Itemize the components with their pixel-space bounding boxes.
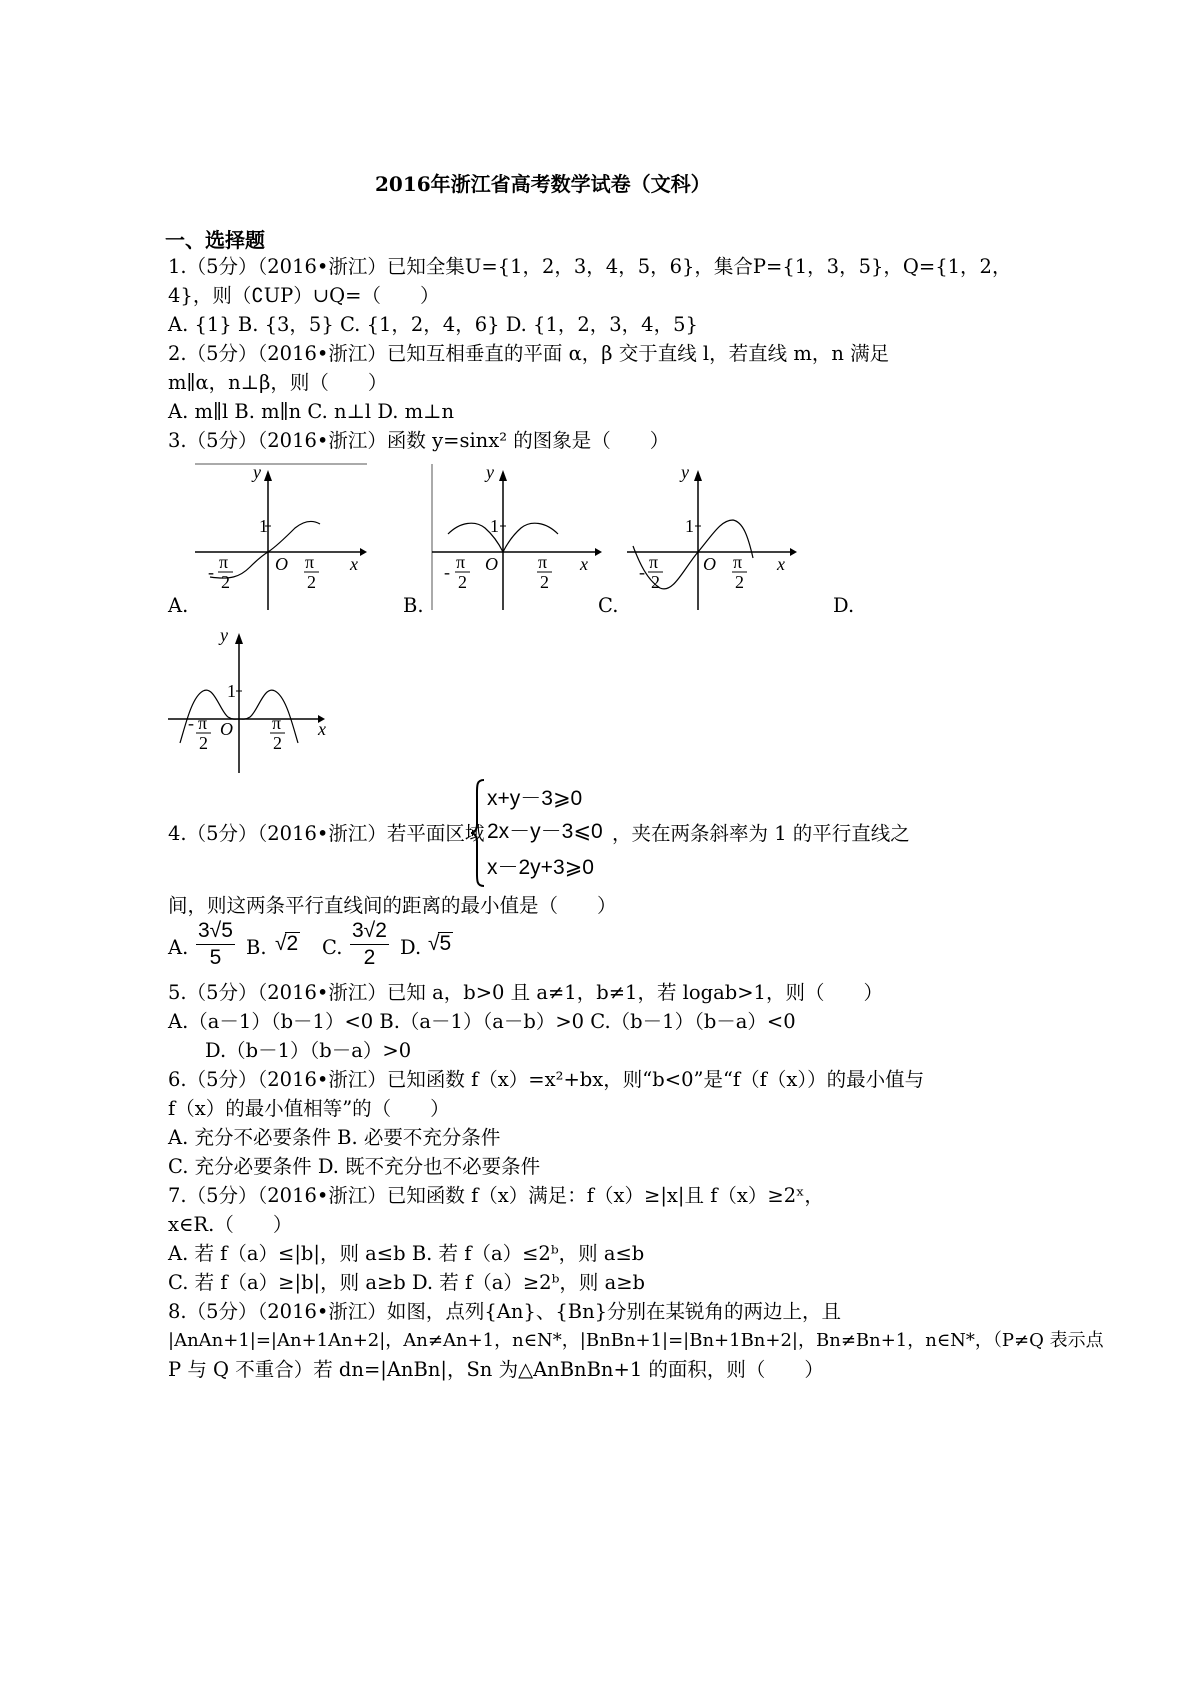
q2-stem-line2: m∥α，n⊥β，则（ ） (168, 371, 388, 394)
two-label: 2 (540, 572, 549, 592)
label-option-c: C. (598, 594, 619, 617)
minus-sign: - (188, 713, 194, 733)
q4-stem-line2: 间，则这两条平行直线间的距离的最小值是（ ） (168, 894, 617, 917)
q6-options-line1: A. 充分不必要条件 B. 必要不充分条件 (168, 1126, 501, 1149)
pi-label: π (538, 552, 548, 572)
two-label: 2 (307, 572, 316, 592)
q1-stem-line1: 1.（5分）（2016•浙江）已知全集U={1，2，3，4，5，6}，集合P={1，3，5}，Q={1，2， (168, 255, 1012, 278)
origin-label: O (485, 554, 498, 574)
radicand: 2 (286, 932, 299, 955)
q4-option-d-root: √5 (428, 932, 452, 955)
section-heading: 一、选择题 (165, 228, 265, 252)
q4-option-b-root: √2 (275, 932, 299, 955)
q5-stem: 5.（5分）（2016•浙江）已知 a，b>0 且 a≠1，b≠1，若 logab>1，则（ ） (168, 981, 883, 1004)
q2-options: A. m∥l B. m∥n C. n⊥l D. m⊥n (168, 400, 455, 423)
one-label: 1 (259, 516, 268, 536)
x-label: x (350, 554, 358, 574)
q7-options-line1: A. 若 f（a）≤|b|，则 a≤b B. 若 f（a）≤2ᵇ，则 a≤b (168, 1242, 645, 1265)
origin-label: O (220, 719, 233, 739)
numerator: 3√5 (196, 918, 235, 945)
graph-option-a (195, 462, 370, 612)
q4-stem-prefix: 4.（5分）（2016•浙江）若平面区域 (168, 822, 485, 845)
graph-option-b (430, 462, 605, 612)
pi-label: π (305, 552, 315, 572)
label-option-a: A. (168, 594, 189, 617)
q6-stem-line2: f（x）的最小值相等”的（ ） (168, 1097, 450, 1120)
q2-stem-line1: 2.（5分）（2016•浙江）已知互相垂直的平面 α，β 交于直线 l，若直线 m，n 满足 (168, 342, 890, 365)
minus-sign: - (444, 562, 450, 582)
origin-label: O (275, 554, 288, 574)
q6-options-line2: C. 充分必要条件 D. 既不充分也不必要条件 (168, 1155, 541, 1178)
pi-label: π (456, 552, 466, 572)
one-label: 1 (490, 516, 499, 536)
pi-label: π (733, 552, 743, 572)
q5-options-line2: D.（b－1）（b－a）>0 (205, 1039, 412, 1062)
pi-label: π (649, 552, 659, 572)
page-title: 2016年浙江省高考数学试卷（文科） (375, 172, 711, 196)
denominator: 2 (363, 946, 376, 969)
one-label: 1 (227, 681, 236, 701)
q8-stem-line3: P 与 Q 不重合）若 dn=|AnBn|，Sn 为△AnBnBn+1 的面积，则（ ） (168, 1358, 824, 1381)
q4-stem-suffix: ，夹在两条斜率为 1 的平行直线之 (612, 822, 910, 845)
x-label: x (580, 554, 588, 574)
two-label: 2 (458, 572, 467, 592)
two-label: 2 (651, 572, 660, 592)
x-label: x (318, 719, 326, 739)
two-label: 2 (273, 733, 282, 753)
minus-sign: - (208, 562, 214, 582)
one-label: 1 (685, 516, 694, 536)
graph-option-c (625, 462, 805, 612)
q4-inequality-1: x+y－3⩾0 (487, 787, 583, 810)
y-label: y (681, 462, 689, 482)
q7-options-line2: C. 若 f（a）≥|b|，则 a≥b D. 若 f（a）≥2ᵇ，则 a≥b (168, 1271, 646, 1294)
q4-inequality-3: x－2y+3⩾0 (487, 856, 594, 879)
x-label: x (777, 554, 785, 574)
q8-stem-line1: 8.（5分）（2016•浙江）如图，点列{An}、{Bn}分别在某锐角的两边上，且 (168, 1300, 842, 1323)
q4-option-d-label: D. (400, 936, 422, 959)
origin-label: O (703, 554, 716, 574)
radicand: 5 (439, 932, 452, 955)
y-label: y (486, 462, 494, 482)
y-label: y (253, 462, 261, 482)
q1-options: A. {1} B. {3，5} C. {1，2，4，6} D. {1，2，3，4，5} (168, 313, 698, 336)
graph-option-d (168, 625, 343, 775)
q4-option-c-fraction (350, 918, 389, 971)
q3-stem: 3.（5分）（2016•浙江）函数 y=sinx² 的图象是（ ） (168, 429, 670, 452)
minus-sign: - (639, 562, 645, 582)
q7-stem-line2: x∈R.（ ） (168, 1213, 293, 1236)
q7-stem-line1: 7.（5分）（2016•浙江）已知函数 f（x）满足：f（x）≥|x|且 f（x）≥2ˣ， (168, 1184, 824, 1207)
q5-options-line1: A.（a－1）（b－1）<0 B.（a－1）（a－b）>0 C.（b－1）（b－a）<0 (168, 1010, 796, 1033)
label-option-d: D. (833, 594, 855, 617)
q4-option-b-label: B. (246, 936, 267, 959)
q4-inequality-2: 2x－y－3⩽0 (487, 820, 603, 843)
pi-label: π (272, 713, 282, 733)
brace-icon (470, 778, 486, 888)
q6-stem-line1: 6.（5分）（2016•浙江）已知函数 f（x）=x²+bx，则“b<0”是“f（f（x））的最小值与 (168, 1068, 925, 1091)
numerator: 3√2 (350, 918, 389, 945)
pi-label: π (198, 713, 208, 733)
two-label: 2 (221, 572, 230, 592)
denominator: 5 (209, 946, 222, 969)
q4-option-a-label: A. (168, 936, 189, 959)
q4-option-c-label: C. (322, 936, 343, 959)
q4-option-a-fraction (196, 918, 235, 971)
pi-label: π (219, 552, 229, 572)
label-option-b: B. (403, 594, 424, 617)
two-label: 2 (199, 733, 208, 753)
q1-stem-line2: 4}，则（∁UP）∪Q=（ ） (168, 284, 440, 307)
y-label: y (220, 625, 228, 645)
two-label: 2 (735, 572, 744, 592)
q8-stem-line2: |AnAn+1|=|An+1An+2|，An≠An+1，n∈N*，|BnBn+1|=|Bn+1Bn+2|，Bn≠Bn+1，n∈N*，（P≠Q 表示点 (168, 1330, 1104, 1351)
